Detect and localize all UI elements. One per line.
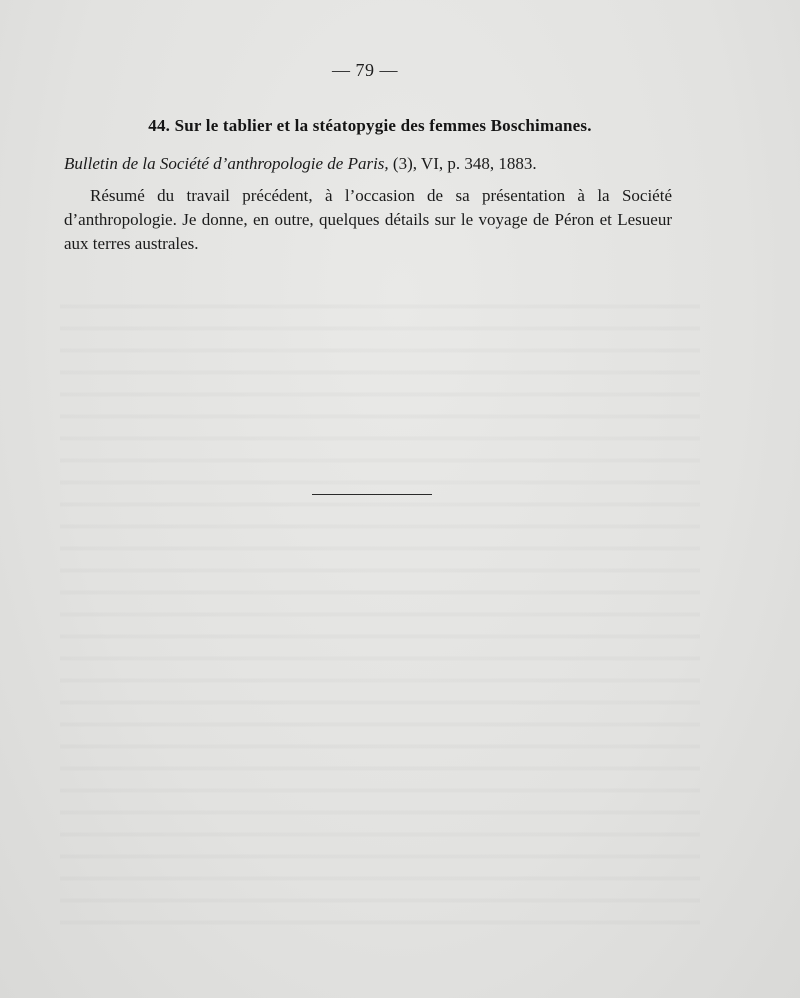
section-divider bbox=[312, 494, 432, 495]
bleed-through-texture bbox=[60, 290, 700, 930]
page-number: — 79 — bbox=[332, 60, 398, 80]
citation-journal: Bulletin de la Société d’anthropologie de Paris, bbox=[64, 154, 389, 173]
summary-paragraph: Résumé du travail précédent, à l’occasion de sa présentation à la Société d’anthropologie. Je donne, en outre, quelques détails sur le voyage de Péron et Lesueur aux terres australes. bbox=[64, 186, 672, 253]
citation bbox=[64, 154, 684, 174]
article-title: 44. Sur le tablier et la stéatopygie des femmes Boschimanes. bbox=[148, 116, 592, 135]
citation-details: (3), VI, p. 348, 1883. bbox=[388, 154, 537, 173]
